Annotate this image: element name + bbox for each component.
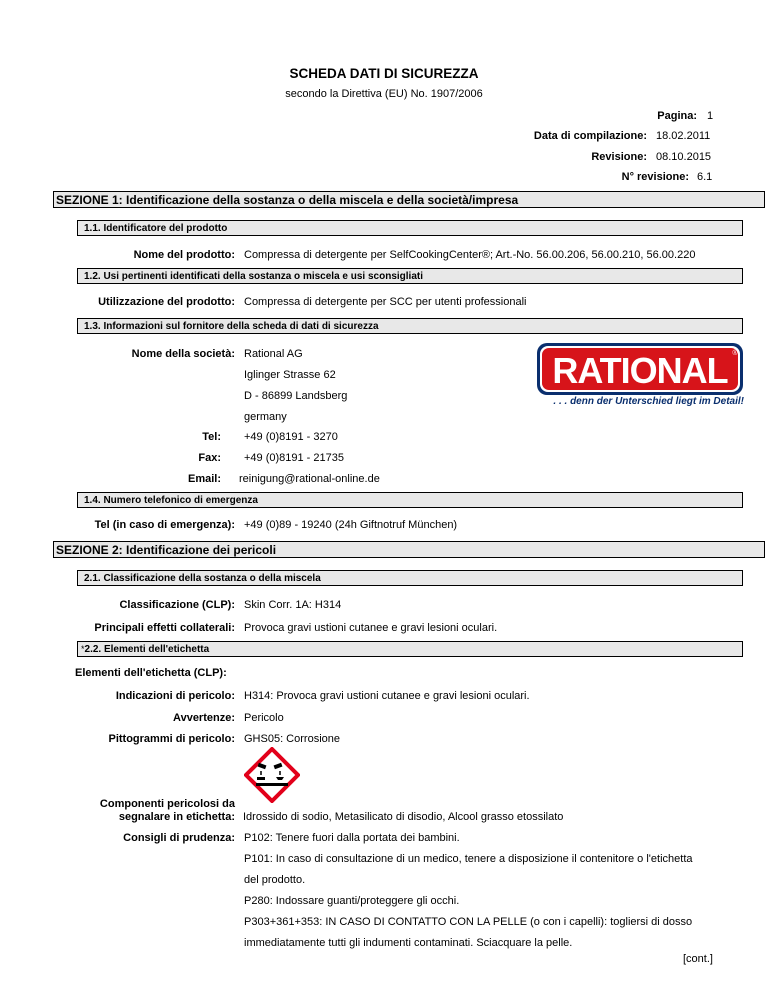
email-label: Email:: [187, 473, 221, 485]
document-title: SCHEDA DATI DI SICUREZZA: [289, 66, 479, 81]
company-label: Nome della società:: [131, 348, 235, 360]
precaution-line: P280: Indossare guanti/proteggere gli occhi.: [244, 895, 460, 907]
company-country: germany: [244, 411, 287, 423]
company-name: Rational AG: [244, 348, 303, 360]
continued-marker: [cont.]: [683, 953, 713, 965]
classification-value: Skin Corr. 1A: H314: [244, 599, 342, 611]
ghs05-corrosion-icon: [244, 747, 300, 803]
label-elements-heading: Elementi dell'etichetta (CLP):: [75, 667, 227, 679]
revision-label: Revisione:: [591, 151, 647, 163]
subsection-1-4-header: 1.4. Numero telefonico di emergenza: [77, 492, 743, 508]
components-label: [0, 798, 235, 824]
components-label-line-1: Componenti pericolosi da: [99, 798, 235, 810]
compile-date-label: Data di compilazione:: [533, 130, 647, 142]
product-name-label: Nome del prodotto:: [133, 249, 235, 261]
document-subtitle: secondo la Direttiva (EU) No. 1907/2006: [285, 88, 483, 100]
components-label-line-2: segnalare in etichetta:: [118, 811, 235, 823]
classification-label: Classificazione (CLP):: [119, 599, 235, 611]
compile-date-value: 18.02.2011: [656, 130, 711, 142]
precaution-line: P101: In caso di consultazione di un medico, tenere a disposizione il contenitore o l'etichetta: [244, 853, 693, 865]
subsection-2-2-title: 2.2. Elementi dell'etichetta: [84, 644, 210, 655]
rational-logo-icon: [536, 342, 744, 396]
changed-marker: *: [81, 644, 85, 654]
subsection-2-1-header: 2.1. Classificazione della sostanza o della miscela: [77, 570, 743, 586]
svg-text:RATIONAL: RATIONAL: [552, 350, 728, 391]
tel-value: +49 (0)8191 - 3270: [244, 431, 338, 443]
pictogram-value: GHS05: Corrosione: [244, 733, 340, 745]
product-usage-label: Utilizzazione del prodotto:: [98, 296, 235, 308]
precaution-line: P303+361+353: IN CASO DI CONTATTO CON LA PELLE (o con i capelli): togliersi di dosso: [244, 916, 693, 928]
revision-value: 08.10.2015: [656, 151, 712, 163]
product-name-value: Compressa di detergente per SelfCookingCenter®; Art.-No. 56.00.206, 56.00.210, 56.00.220: [244, 249, 696, 261]
tel-label: Tel:: [202, 431, 221, 443]
pictogram-label: Pittogrammi di pericolo:: [108, 733, 235, 745]
precaution-line: immediatamente tutti gli indumenti contaminati. Sciacquare la pelle.: [244, 937, 573, 949]
rational-logo: [536, 342, 744, 408]
hazard-statements-label: Indicazioni di pericolo:: [115, 690, 235, 702]
subsection-1-1-header: 1.1. Identificatore del prodotto: [77, 220, 743, 236]
email-value: reinigung@rational-online.de: [239, 473, 380, 485]
fax-label: Fax:: [198, 452, 221, 464]
fax-value: +49 (0)8191 - 21735: [244, 452, 344, 464]
signal-word-value: Pericolo: [244, 712, 284, 724]
svg-text:®: ®: [732, 350, 738, 357]
signal-word-label: Avvertenze:: [173, 712, 235, 724]
company-city: D - 86899 Landsberg: [244, 390, 348, 402]
hazard-statements-value: H314: Provoca gravi ustioni cutanee e gravi lesioni oculari.: [244, 690, 530, 702]
components-value: Idrossido di sodio, Metasilicato di disodio, Alcool grasso etossilato: [243, 811, 564, 823]
emergency-value: +49 (0)89 - 19240 (24h Giftnotruf München): [244, 519, 458, 531]
subsection-1-3-header: 1.3. Informazioni sul fornitore della scheda di dati di sicurezza: [77, 318, 743, 334]
subsection-1-2-header: 1.2. Usi pertinenti identificati della sostanza o miscela e usi sconsigliati: [77, 268, 743, 284]
precaution-line: del prodotto.: [244, 874, 306, 886]
precaution-label: Consigli di prudenza:: [123, 832, 235, 844]
logo-tagline: . . . denn der Unterschied liegt im Detail!: [553, 396, 744, 407]
revision-number-value: 6.1: [697, 171, 713, 183]
subsection-2-2-header: [77, 641, 743, 657]
page-value: 1: [707, 110, 714, 122]
emergency-label: Tel (in caso di emergenza):: [94, 519, 235, 531]
company-street: Iglinger Strasse 62: [244, 369, 336, 381]
effects-label: Principali effetti collaterali:: [94, 622, 235, 634]
precaution-line: P102: Tenere fuori dalla portata dei bambini.: [244, 832, 460, 844]
section-2-header: SEZIONE 2: Identificazione dei pericoli: [53, 541, 765, 558]
section-1-header: SEZIONE 1: Identificazione della sostanza o della miscela e della società/impresa: [53, 191, 765, 208]
page-label: Pagina:: [657, 110, 697, 122]
revision-number-label: N° revisione:: [621, 171, 689, 183]
product-usage-value: Compressa di detergente per SCC per utenti professionali: [244, 296, 527, 308]
effects-value: Provoca gravi ustioni cutanee e gravi lesioni oculari.: [244, 622, 498, 634]
